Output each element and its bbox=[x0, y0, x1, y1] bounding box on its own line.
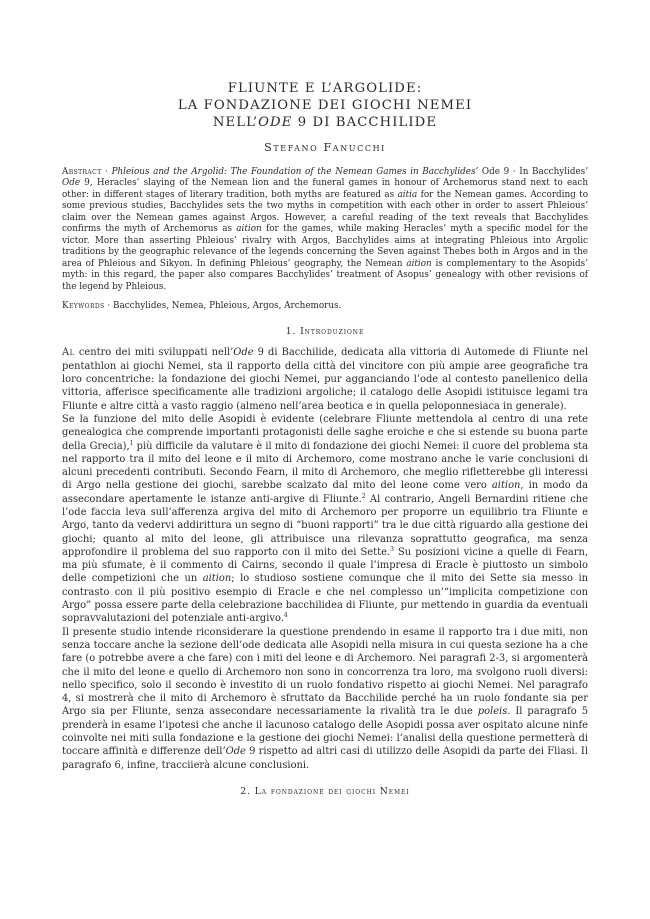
title-line-1: FLIUNTE E L’ARGOLIDE: bbox=[227, 81, 423, 96]
abstract-label: Abstract bbox=[62, 167, 102, 177]
footnote-ref[interactable]: 3 bbox=[390, 545, 394, 553]
keywords-list: Bacchylides, Nemea, Phleious, Argos, Archemorus. bbox=[113, 300, 342, 311]
keywords-label: Keywords bbox=[62, 300, 105, 311]
paragraph-1: Al centro dei miti sviluppati nell’Ode 9 di Bacchilide, dedicata alla vittoria di Automede di Fliunte nel pentathlon ai giochi Nemei, sta il rapporto della città del vincitore con più ampie aree geografiche tra loro concentriche: la fondazione dei giochi Nemei, pur agganciando l’ode al contesto panellenico della vittoria, afferisce specificamente alle tradizioni argoliche; il catalogo delle Asopidi istituisce legami tra Fliunte e altre città a vasto raggio (almeno nell’area beotica e in quella peloponnesiaca in generale). bbox=[62, 347, 588, 412]
paper-title bbox=[62, 80, 588, 131]
paper-page bbox=[62, 80, 588, 797]
body-text bbox=[62, 346, 588, 772]
title-line-2: LA FONDAZIONE DEI GIOCHI NEMEI bbox=[177, 98, 473, 113]
section-heading-fondazione: 2. La fondazione dei giochi Nemei bbox=[240, 785, 410, 797]
paragraph-3: Il presente studio intende riconsiderare la questione prendendo in esame il rapporto tra i due miti, non senza toccare anche la sezione dell’ode dedicata alle Asopidi nella misura in cui questa sezione ha a che fare (o potrebbe avere a che fare) con i miti del leone e di Archemoro. Nei paragrafi 2-3, si argomenterà che il mito del leone e quello di Archemoro non sono in concorrenza tra loro, ma svolgono ruoli diversi: nello specifico, solo il secondo è investito di un ruolo fondativo rispetto ai giochi Nemei. Nel paragrafo 4, si mostrerà che il mito di Archemoro è sfruttato da Bacchilide perché ha un ruolo fondante sia per Argo sia per Fliunte, senza assecondare necessariamente la rivalità tra le due poleis. Il paragrafo 5 prenderà in esame l’ipotesi che anche il lacunoso catalogo delle Asopidi possa aver ospitato alcune ninfe coinvolte nei miti sulla fondazione e la gestione dei giochi Nemei: l’analisi della questione permetterà di toccare affinità e differenze dell’Ode 9 rispetto ad altri casi di utilizzo delle Asopidi da parte dei Fliasi. Il paragrafo 6, infine, tracciierà alcune conclusioni. bbox=[62, 626, 588, 771]
abstract-english-title: Phleious and the Argolid: The Foundation of the Nemean Games in Bacchylides’ bbox=[111, 167, 479, 177]
author-name: Stefano Fanucchi bbox=[264, 141, 386, 154]
title-line-3: NELL’ODE 9 DI BACCHILIDE bbox=[212, 115, 438, 130]
section-heading-introduzione: 1. Introduzione bbox=[285, 326, 365, 338]
footnote-ref[interactable]: 2 bbox=[361, 492, 366, 500]
paragraph-2: Se la funzione del mito delle Asopidi è evidente (celebrare Fliunte mettendola al centro di una rete genealogica che comprende importanti protagonisti delle saghe eroiche e che si estende su buona parte della Grecia),$^1$ più difficile da valutare è il mito di fondazione dei giochi Nemei: il cuore del problema sta nel rapporto tra il mito del leone e il mito di Archemoro, come mostrano anche le varie conclusioni di alcuni precedenti contributi. Secondo Fearn, il mito di Archemoro, che meglio rifletterebbe gli interessi di Argo nella gestione dei giochi, sarebbe scalzato dal mito del leone come vero aition, in modo da assecondare apertamente le istanze anti-argive di Fliunte.$^2$ Al contrario, Angeli Bernardini ritiene che l’ode faccia leva sull’afferenza argiva del mito di Archemoro per proporre un equilibrio tra Fliunte e Argo, tanto da vedervi addirittura un segno di “buoni rapporti” tra le due città riguardo alla gestione dei giochi; quanto al mito del leone, gli attribuisce una rilevanza soprattutto geografica, ma senza approfondire il problema del suo rapporto con il mito dei Sette.$^3$ Su posizioni vicine a quelle di Fearn, ma più sfumate, è il commento di Cairns, secondo il quale l’impresa di Eracle è piuttosto un simbolo delle competizioni che un aition; lo studioso sostiene comunque che il mito dei Sette sia messo in contrasto con il più positivo esempio di Eracle e che nel complesso un’“implicita competizione con Argo” possa essere parte della celebrazione bacchilidea di Fliunte, pur mettendo in guardia da eventuali sopravvalutazioni del potenziale anti-argivo.$^4$ bbox=[62, 413, 589, 625]
abstract: Abstract · Phleious and the Argolid: The Foundation of the Nemean Games in Bacchylides’ Ode 9 · In Bacchylides’ Ode 9, Heracles’ slaying of the Nemean lion and the funeral games in honour of Archemorus stand next to each other: in different stages of literary tradition, both myths are featured as aitia for the Nemean games. According to some previous studies, Bacchylides sets the two myths in competition with each other in order to assert Phleious’ claim over the Nemean games against Argos. However, a careful reading of the text reveals that Bacchylides confirms the myth of Archemorus as aition for the games, while making Heracles’ myth a specific model for the victor. More than asserting Phleious’ rivalry with Argos, Bacchylides aims at integrating Phleious into Argolic traditions by the geographic relevance of the legends concerning the Seven against Thebes both in Argos and in the area of Phleious and Sikyon. In defining Phleious’ geography, the Nemean aition is complementary to the Asopids’ myth: in this regard, the paper also compares Bacchylides’ treatment of Asopus’ genealogy with other revisions of the legend by Phleious. bbox=[62, 167, 588, 292]
footnote-ref[interactable]: 4 bbox=[283, 612, 288, 620]
footnote-ref[interactable]: 1 bbox=[129, 439, 134, 447]
keywords: Keywords · Bacchylides, Nemea, Phleious, Argos, Archemorus. bbox=[62, 300, 342, 311]
